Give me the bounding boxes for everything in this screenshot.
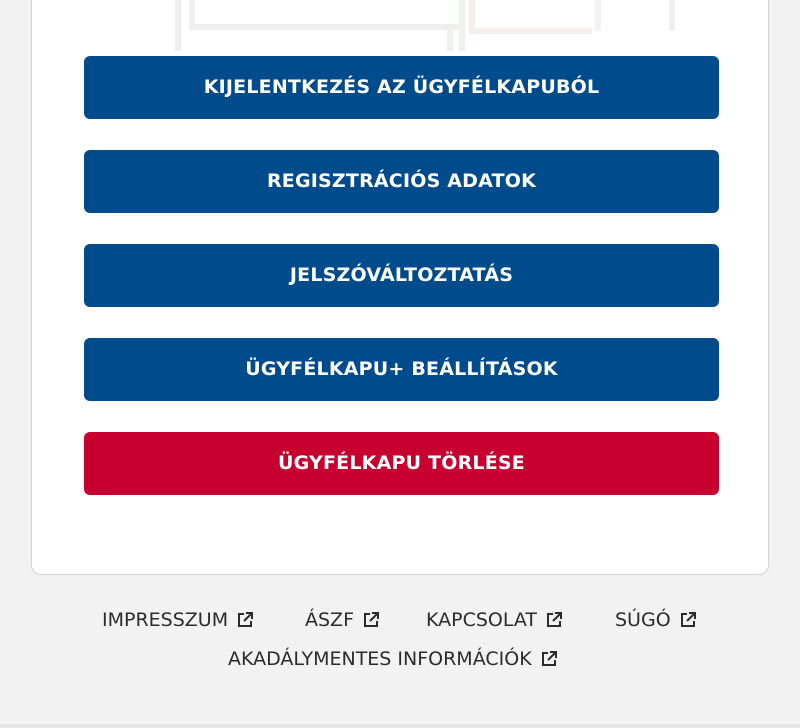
footer-link-label: KAPCSOLAT	[426, 609, 538, 631]
account-actions-card	[31, 0, 769, 575]
footer-link-label: AKADÁLYMENTES INFORMÁCIÓK	[228, 648, 532, 670]
footer-links-row-2	[0, 639, 800, 679]
external-link-icon	[679, 611, 697, 629]
footer-link-kapcsolat[interactable]	[426, 600, 563, 640]
bottom-divider	[0, 724, 800, 728]
password-change-button[interactable]: JELSZÓVÁLTOZTATÁS	[84, 244, 719, 307]
registration-data-button[interactable]: REGISZTRÁCIÓS ADATOK	[84, 150, 719, 213]
external-link-icon	[236, 611, 254, 629]
footer-link-aszf[interactable]	[305, 600, 380, 640]
external-link-icon	[362, 611, 380, 629]
delete-ugyfelkapu-button[interactable]: ÜGYFÉLKAPU TÖRLÉSE	[84, 432, 719, 495]
footer-link-label: IMPRESSZUM	[102, 609, 229, 631]
external-link-icon	[540, 650, 558, 668]
ugyfelkapu-plus-settings-button[interactable]: ÜGYFÉLKAPU+ BEÁLLÍTÁSOK	[84, 338, 719, 401]
footer-link-sugo[interactable]	[615, 600, 697, 640]
logout-button[interactable]: KIJELENTKEZÉS AZ ÜGYFÉLKAPUBÓL	[84, 56, 719, 119]
footer-link-akadalymentes-informaciok[interactable]	[228, 639, 558, 679]
footer-link-label: ÁSZF	[305, 609, 355, 631]
footer-link-label: SÚGÓ	[615, 609, 671, 631]
footer-link-impresszum[interactable]	[102, 600, 254, 640]
external-link-icon	[545, 611, 563, 629]
footer-links-row-1	[0, 600, 800, 640]
